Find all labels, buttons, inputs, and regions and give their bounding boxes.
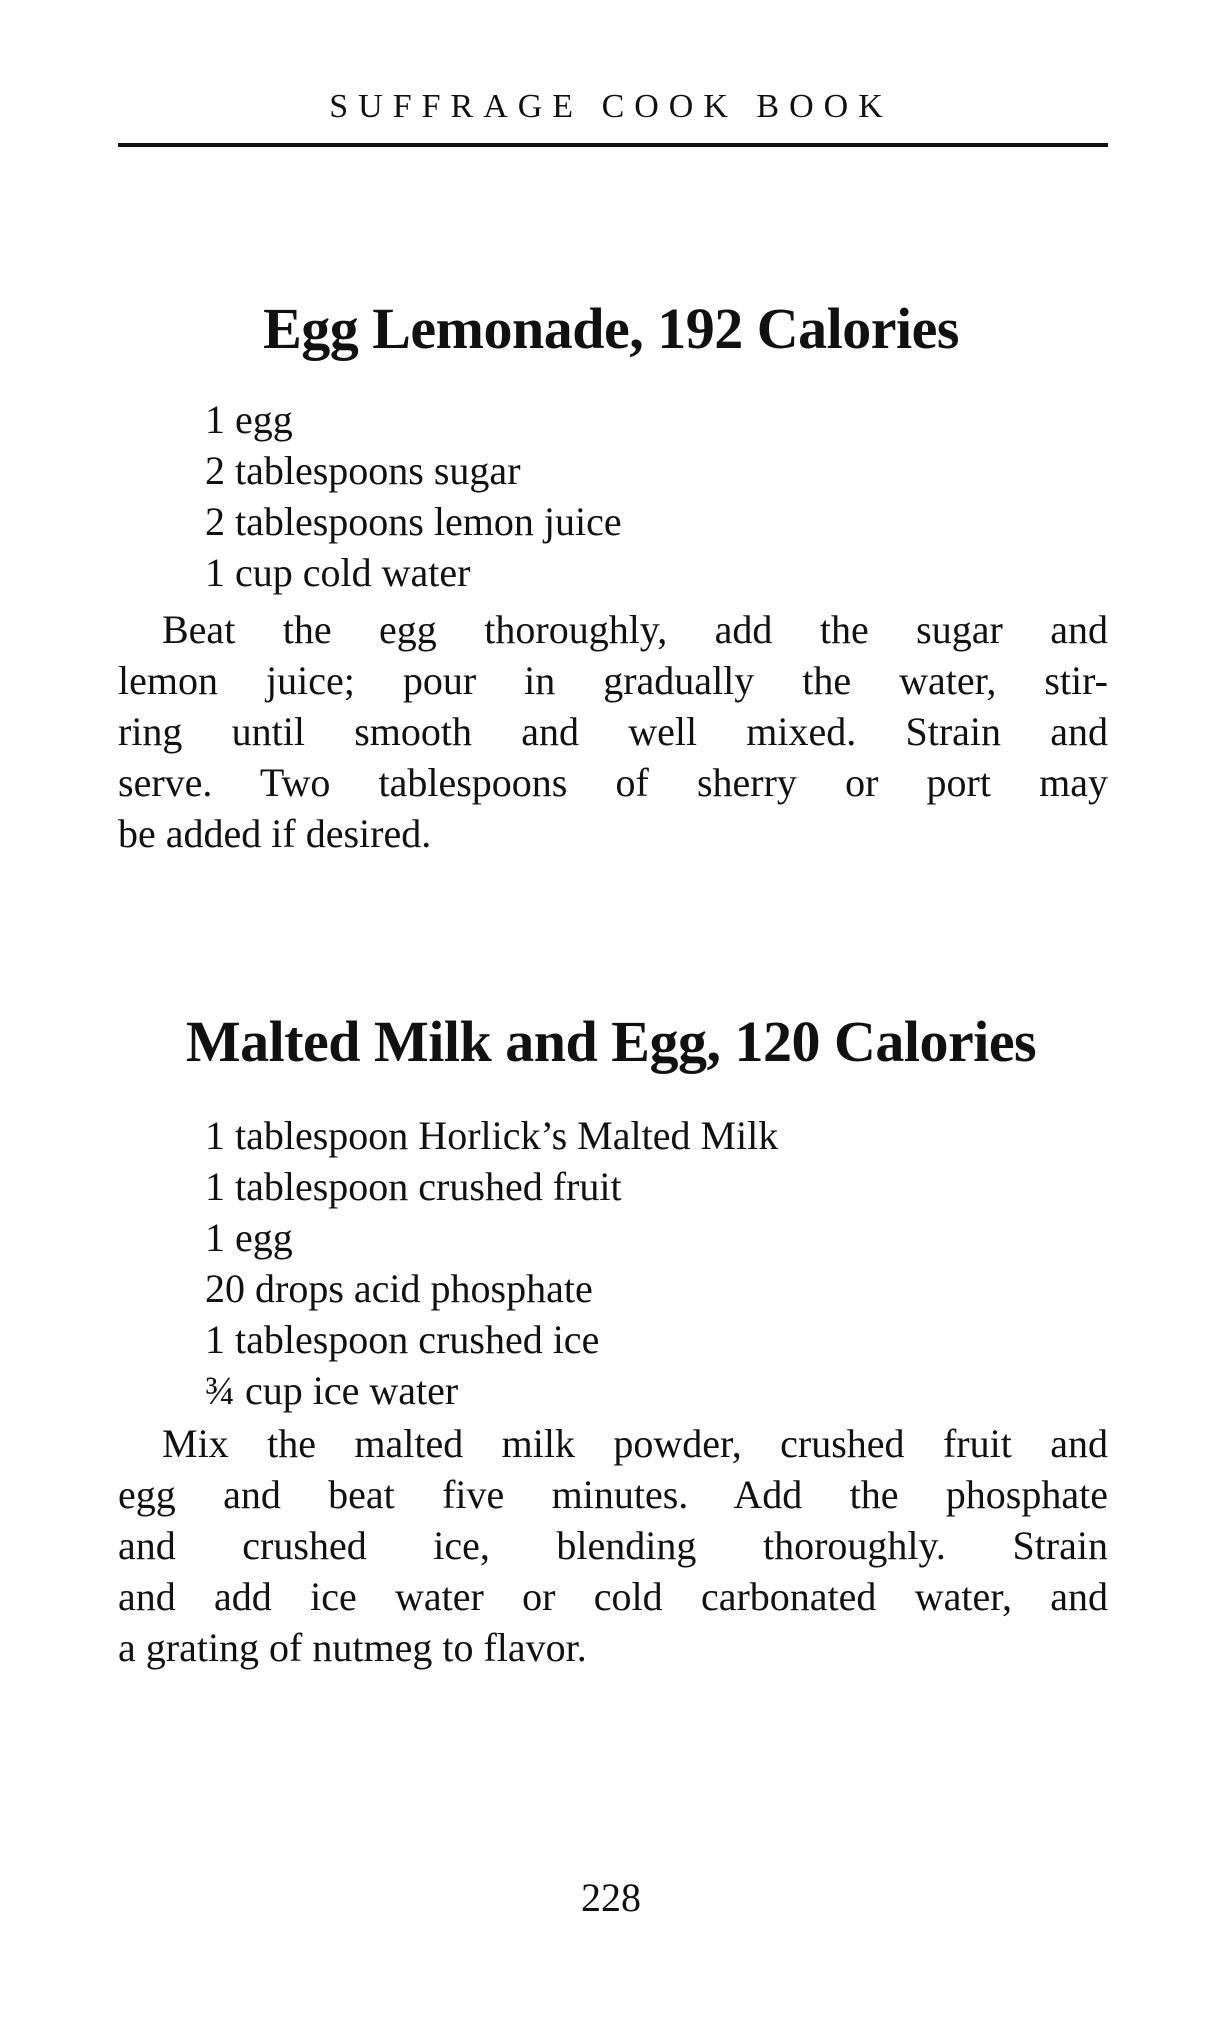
- recipe-title-malted-milk-and-egg: Malted Milk and Egg, 120 Calories: [185, 1009, 1037, 1074]
- instructions-malted-milk-and-egg: [118, 1418, 1108, 1673]
- instruction-line: and add ice water or cold carbonated water, and: [118, 1574, 1108, 1619]
- instruction-line: be added if desired.: [118, 811, 432, 856]
- ingredient-item: 2 tablespoons lemon juice: [205, 499, 622, 544]
- ingredient-item: 1 tablespoon crushed ice: [205, 1317, 600, 1362]
- running-head: SUFFRAGE COOK BOOK: [329, 88, 893, 125]
- instruction-line: a grating of nutmeg to flavor.: [118, 1625, 587, 1670]
- instruction-line: Mix the malted milk powder, crushed fruit and: [162, 1421, 1108, 1466]
- page-number: 228: [581, 1875, 641, 1920]
- instruction-line: serve. Two tablespoons of sherry or port may: [118, 760, 1108, 805]
- header-rule: [118, 143, 1108, 147]
- ingredient-item: 2 tablespoons sugar: [205, 448, 521, 493]
- instruction-line: Beat the egg thoroughly, add the sugar and: [162, 607, 1108, 652]
- instructions-egg-lemonade: [118, 604, 1108, 859]
- ingredient-list-egg-lemonade: [205, 394, 622, 598]
- ingredient-item: 1 tablespoon crushed fruit: [205, 1164, 622, 1209]
- instruction-line: egg and beat five minutes. Add the phosphate: [118, 1472, 1108, 1517]
- ingredient-item: 1 tablespoon Horlick’s Malted Milk: [205, 1113, 779, 1158]
- ingredient-item: ¾ cup ice water: [205, 1368, 459, 1413]
- instruction-line: lemon juice; pour in gradually the water, stir-: [118, 658, 1108, 703]
- instruction-line: ring until smooth and well mixed. Strain and: [118, 709, 1108, 754]
- recipe-title-egg-lemonade: Egg Lemonade, 192 Calories: [263, 296, 959, 361]
- ingredient-list-malted-milk-and-egg: [205, 1110, 778, 1416]
- ingredient-item: 1 egg: [205, 397, 293, 442]
- ingredient-item: 1 egg: [205, 1215, 293, 1260]
- instruction-line: and crushed ice, blending thoroughly. Strain: [118, 1523, 1108, 1568]
- ingredient-item: 20 drops acid phosphate: [205, 1266, 593, 1311]
- ingredient-item: 1 cup cold water: [205, 550, 471, 595]
